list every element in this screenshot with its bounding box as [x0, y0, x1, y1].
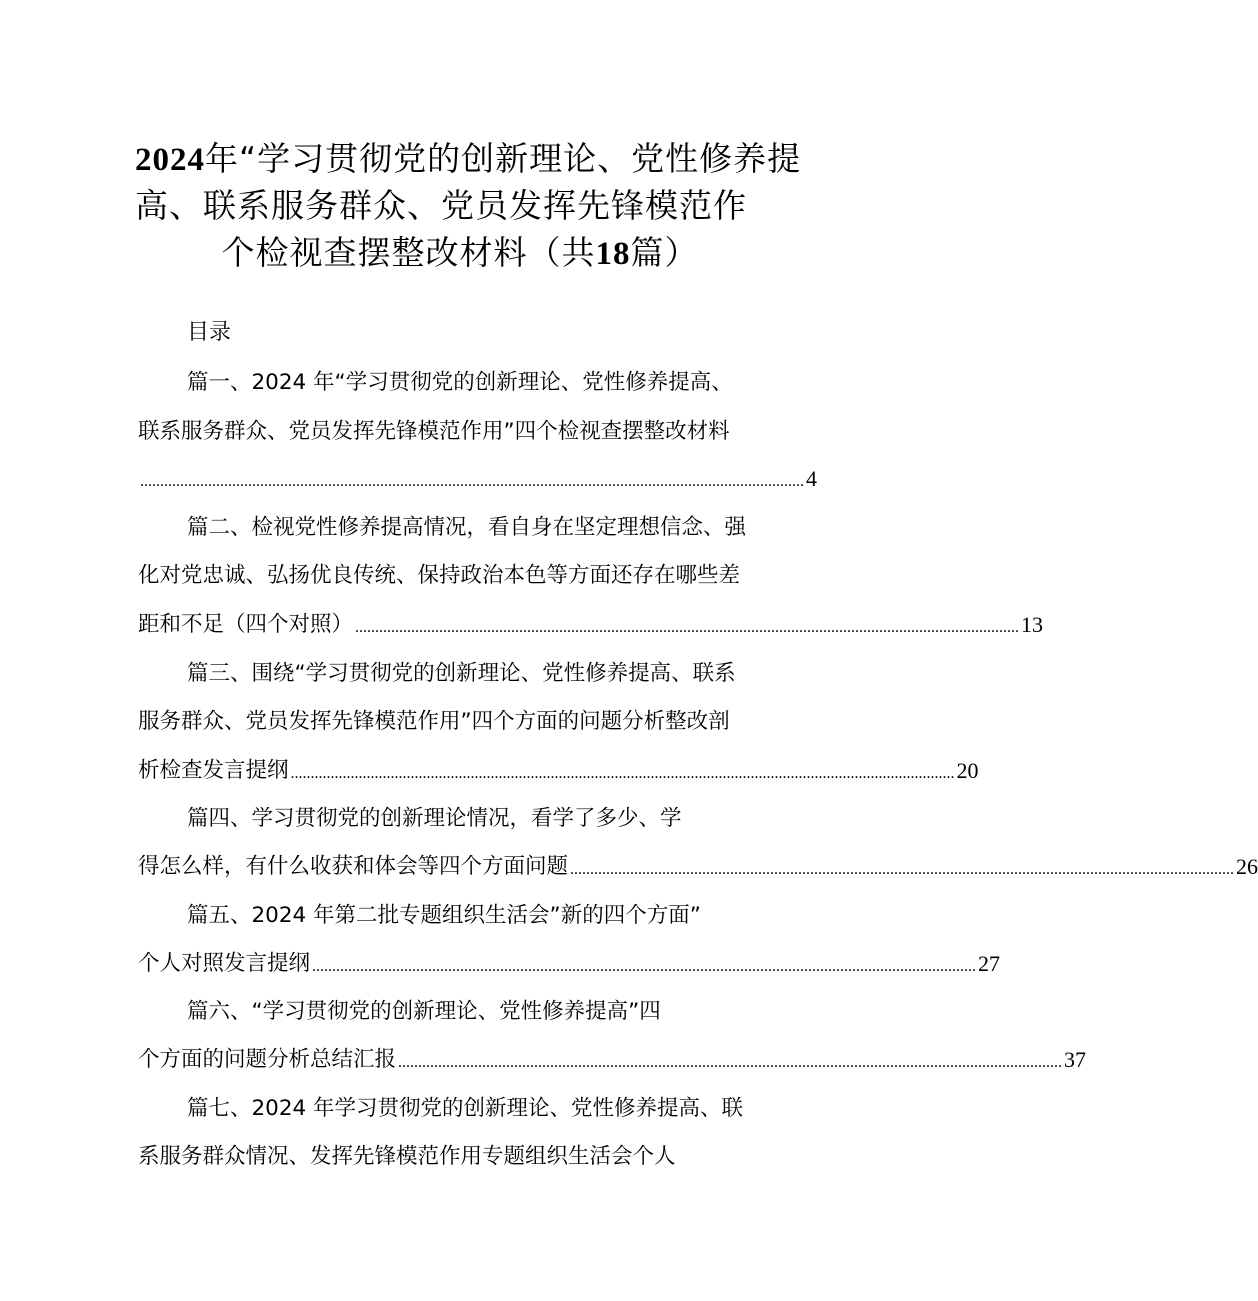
toc-entry-2-line-3: 距和不足（四个对照） [138, 612, 354, 637]
toc-entry-2-page: 13 [1021, 612, 1044, 637]
dot-leader: ...................................................................................................................................................................... [398, 1054, 1063, 1071]
title-year: 2024 [135, 142, 205, 178]
toc-entry-3-line-1[interactable]: 篇三、围绕“学习贯彻党的创新理论、党性修养提高、联系 [187, 661, 736, 686]
dot-leader: ...................................................................................................................................................................... [312, 958, 977, 975]
toc-entry-6-page: 37 [1064, 1047, 1087, 1072]
toc-entry-5-line-1[interactable]: 篇五、2024 年第二批专题组织生活会”新的四个方面” [187, 903, 701, 928]
document-title-line-2: 高、联系服务群众、党员发挥先锋模范作 [135, 186, 747, 225]
toc-entry-2-line-1[interactable]: 篇二、检视党性修养提高情况，看自身在坚定理想信念、强 [187, 515, 747, 540]
toc-entry-1-line-1[interactable]: 篇一、2024 年“学习贯彻党的创新理论、党性修养提高、 [187, 370, 733, 395]
toc-entry-4-last[interactable] [138, 852, 1258, 882]
dot-leader: ...................................................................................................................................................................... [570, 861, 1235, 878]
toc-entry-1-line-2[interactable]: 联系服务群众、党员发挥先锋模范作用”四个检视查摆整改材料 [138, 419, 730, 444]
toc-entry-5-line-2: 个人对照发言提纲 [138, 951, 311, 976]
toc-entry-7-line-1[interactable]: 篇七、2024 年学习贯彻党的创新理论、党性修养提高、联 [187, 1096, 744, 1121]
toc-entry-1-page: 4 [806, 466, 817, 491]
dot-leader: ...................................................................................................................................................................... [355, 619, 1020, 636]
toc-entry-6-last[interactable] [138, 1045, 1087, 1075]
toc-entry-3-last[interactable] [138, 756, 979, 786]
document-title-line-1 [135, 136, 802, 183]
toc-heading: 目录 [187, 320, 232, 345]
toc-entry-4-line-2: 得怎么样，有什么收获和体会等四个方面问题 [138, 854, 569, 879]
title-line-1-text: 年“学习贯彻党的创新理论、党性修养提 [205, 139, 802, 178]
toc-entry-5-last[interactable] [138, 949, 1001, 979]
title-line-3-end: 篇） [630, 233, 699, 272]
toc-entry-7-line-2[interactable]: 系服务群众情况、发挥先锋模范作用专题组织生活会个人 [138, 1144, 676, 1169]
document-title-line-3 [135, 230, 785, 277]
toc-entry-4-line-1[interactable]: 篇四、学习贯彻党的创新理论情况，看学了多少、学 [187, 806, 682, 831]
toc-entry-3-line-3: 析检查发言提纲 [138, 758, 289, 783]
toc-entry-2-line-2[interactable]: 化对党忠诚、弘扬优良传统、保持政治本色等方面还存在哪些差 [138, 563, 741, 588]
title-line-3-text: 个检视查摆整改材料（共 [221, 233, 596, 272]
toc-entry-2-last[interactable] [138, 610, 1044, 640]
toc-entry-3-line-2[interactable]: 服务群众、党员发挥先锋模范作用”四个方面的问题分析整改剖 [138, 709, 730, 734]
dot-leader: ...................................................................................................................................................................... [290, 765, 955, 782]
toc-entry-6-line-1[interactable]: 篇六、“学习贯彻党的创新理论、党性修养提高”四 [187, 999, 661, 1024]
title-count: 18 [595, 236, 631, 272]
toc-entry-4-page: 26 [1236, 854, 1258, 879]
toc-entry-3-page: 20 [956, 758, 979, 783]
dot-leader: ...................................................................................................................................................................... [140, 473, 804, 490]
toc-entry-6-line-2: 个方面的问题分析总结汇报 [138, 1047, 397, 1072]
toc-entry-5-page: 27 [978, 951, 1001, 976]
toc-entry-1-leader[interactable] [138, 464, 817, 494]
